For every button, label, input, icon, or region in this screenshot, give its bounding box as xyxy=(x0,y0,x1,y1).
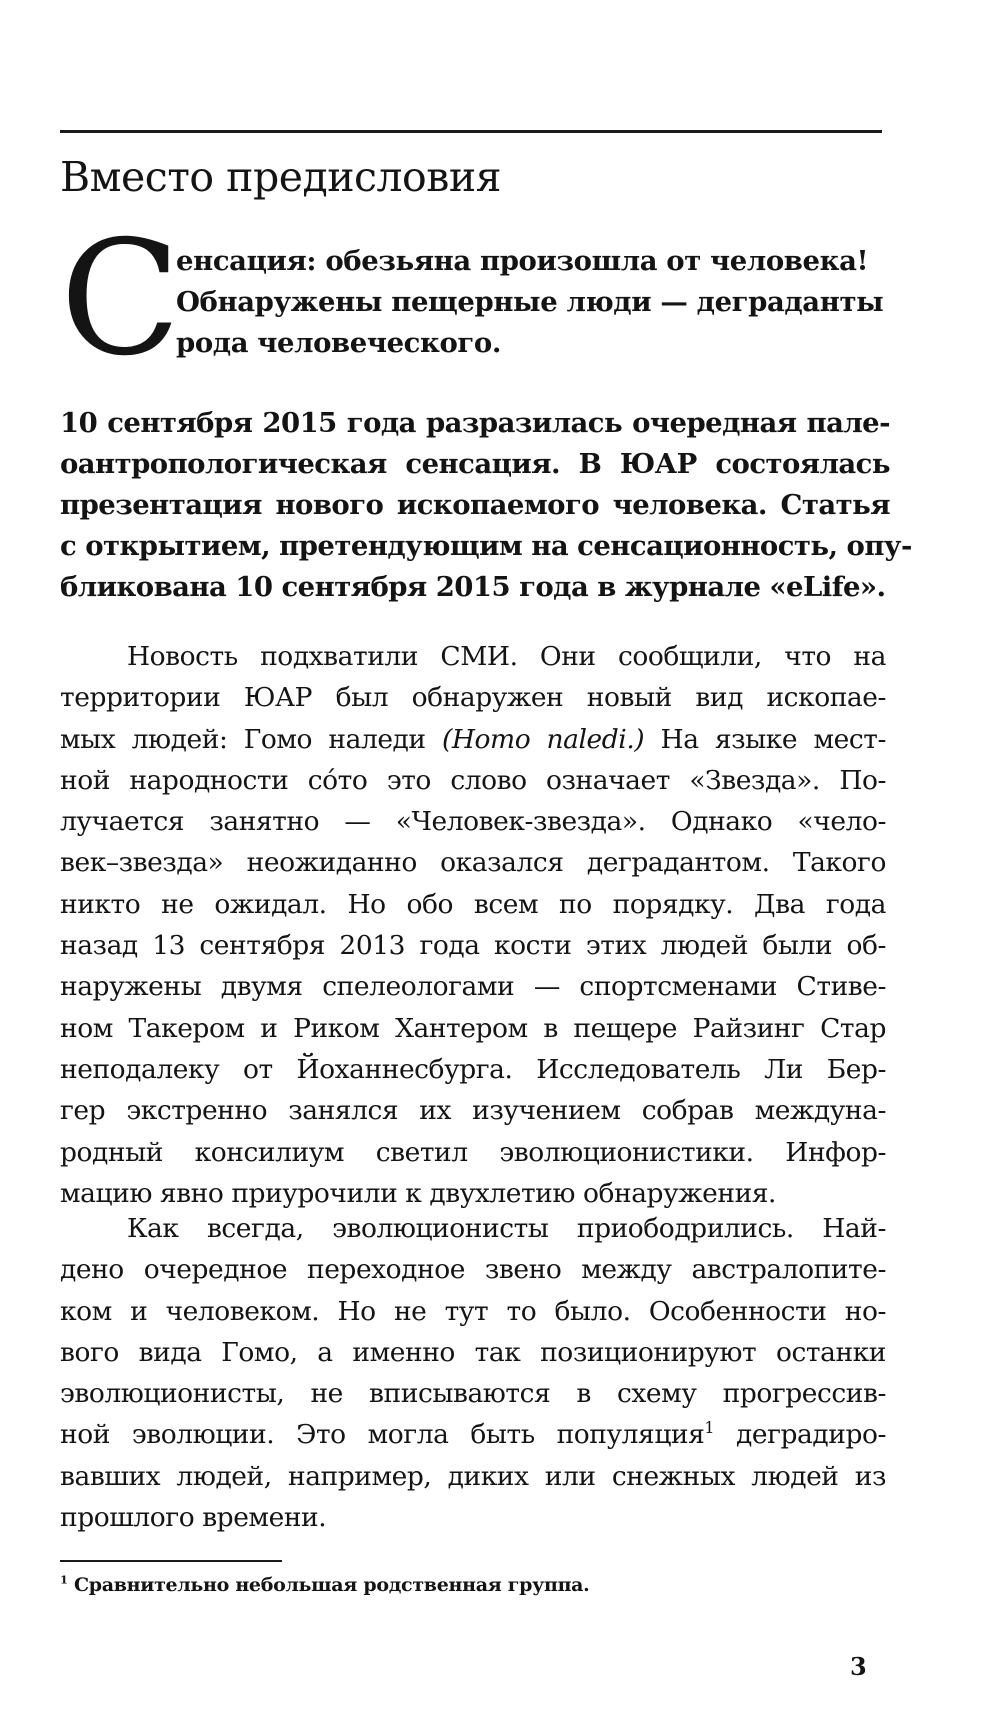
chapter-title: Вместо предисловия xyxy=(60,153,502,201)
body-line: родный консилиум светил эволюционистики. Инфор- xyxy=(60,1136,886,1168)
body-line: наружены двумя спелеологами — спортсменами Стиве- xyxy=(60,971,886,1003)
body-line: ной народности сóто это слово означает «Звезда». По- xyxy=(60,764,886,796)
body-line: назад 13 сентября 2013 года кости этих людей были об- xyxy=(60,930,886,962)
body-line: территории ЮАР был обнаружен новый вид ископае- xyxy=(60,682,886,714)
top-rule xyxy=(60,130,882,133)
lead-line: енсация: обезьяна произошла от человека! xyxy=(176,245,869,277)
body-line: Новость подхватили СМИ. Они сообщили, что на xyxy=(127,641,886,672)
drop-cap: С xyxy=(60,207,181,391)
intro-line: оантропологическая сенсация. В ЮАР состоялась xyxy=(60,448,890,480)
species-name-italic: (Homo naledi.) xyxy=(441,723,645,755)
footnote-rule xyxy=(60,1560,282,1562)
body-line: ком и человеком. Но не тут то было. Особенности но- xyxy=(60,1295,886,1327)
body-paragraph-2 xyxy=(60,1208,886,1538)
intro-line: 10 сентября 2015 года разразилась очередная пале- xyxy=(60,407,890,439)
body-line: мацию явно приурочили к двухлетию обнаружения. xyxy=(60,1177,777,1209)
lead-text xyxy=(176,241,888,364)
body-line: Как всегда, эволюционисты приободрились. Най- xyxy=(127,1213,886,1244)
footnote-text: Сравнительно небольшая родственная группа. xyxy=(67,1574,590,1596)
lead-line: Обнаружены пещерные люди — деграданты xyxy=(176,286,884,318)
body-paragraph-1 xyxy=(60,636,886,1214)
body-line: гер экстренно занялся их изучением собрав междуна- xyxy=(60,1095,886,1127)
footnote-marker: 1 xyxy=(704,1418,715,1438)
lead-line: рода человеческого. xyxy=(176,327,501,359)
body-line: эволюционисты, не вписываются в схему прогрессив- xyxy=(60,1378,886,1410)
body-line: прошлого времени. xyxy=(60,1502,327,1534)
intro-line: презентация нового ископаемого человека. Статья xyxy=(60,489,890,521)
body-line xyxy=(60,1414,886,1455)
intro-line: с открытием, претендующим на сенсационность, опу- xyxy=(60,530,912,562)
body-line: дено очередное переходное звено между австралопите- xyxy=(60,1254,886,1286)
text-run: На языке мест- xyxy=(644,723,886,755)
body-line: вого вида Гомо, а именно так позиционируют останки xyxy=(60,1336,886,1368)
text-run: деградиро- xyxy=(714,1419,886,1451)
body-line: никто не ожидал. Но обо всем по порядку. Два года xyxy=(60,888,886,920)
footnote-mark: 1 xyxy=(60,1572,68,1587)
body-line xyxy=(60,719,886,760)
body-line: лучается занятно — «Человек-звезда». Однако «чело- xyxy=(60,806,886,838)
text-run: мых людей: Гомо наледи xyxy=(60,723,442,755)
intro-paragraph xyxy=(60,403,912,608)
intro-line: бликована 10 сентября 2015 года в журнале «eLife». xyxy=(60,571,886,603)
text-run: ной эволюции. Это могла быть популяция xyxy=(60,1419,705,1451)
body-line: век–звезда» неожиданно оказался деградантом. Такого xyxy=(60,847,886,879)
body-line: неподалеку от Йоханнесбурга. Исследователь Ли Бер- xyxy=(60,1053,886,1085)
body-line: ном Такером и Риком Хантером в пещере Райзинг Стар xyxy=(60,1012,886,1044)
body-line: вавших людей, например, диких или снежных людей из xyxy=(60,1460,886,1492)
footnote xyxy=(60,1574,590,1596)
page-number: 3 xyxy=(850,1652,867,1681)
